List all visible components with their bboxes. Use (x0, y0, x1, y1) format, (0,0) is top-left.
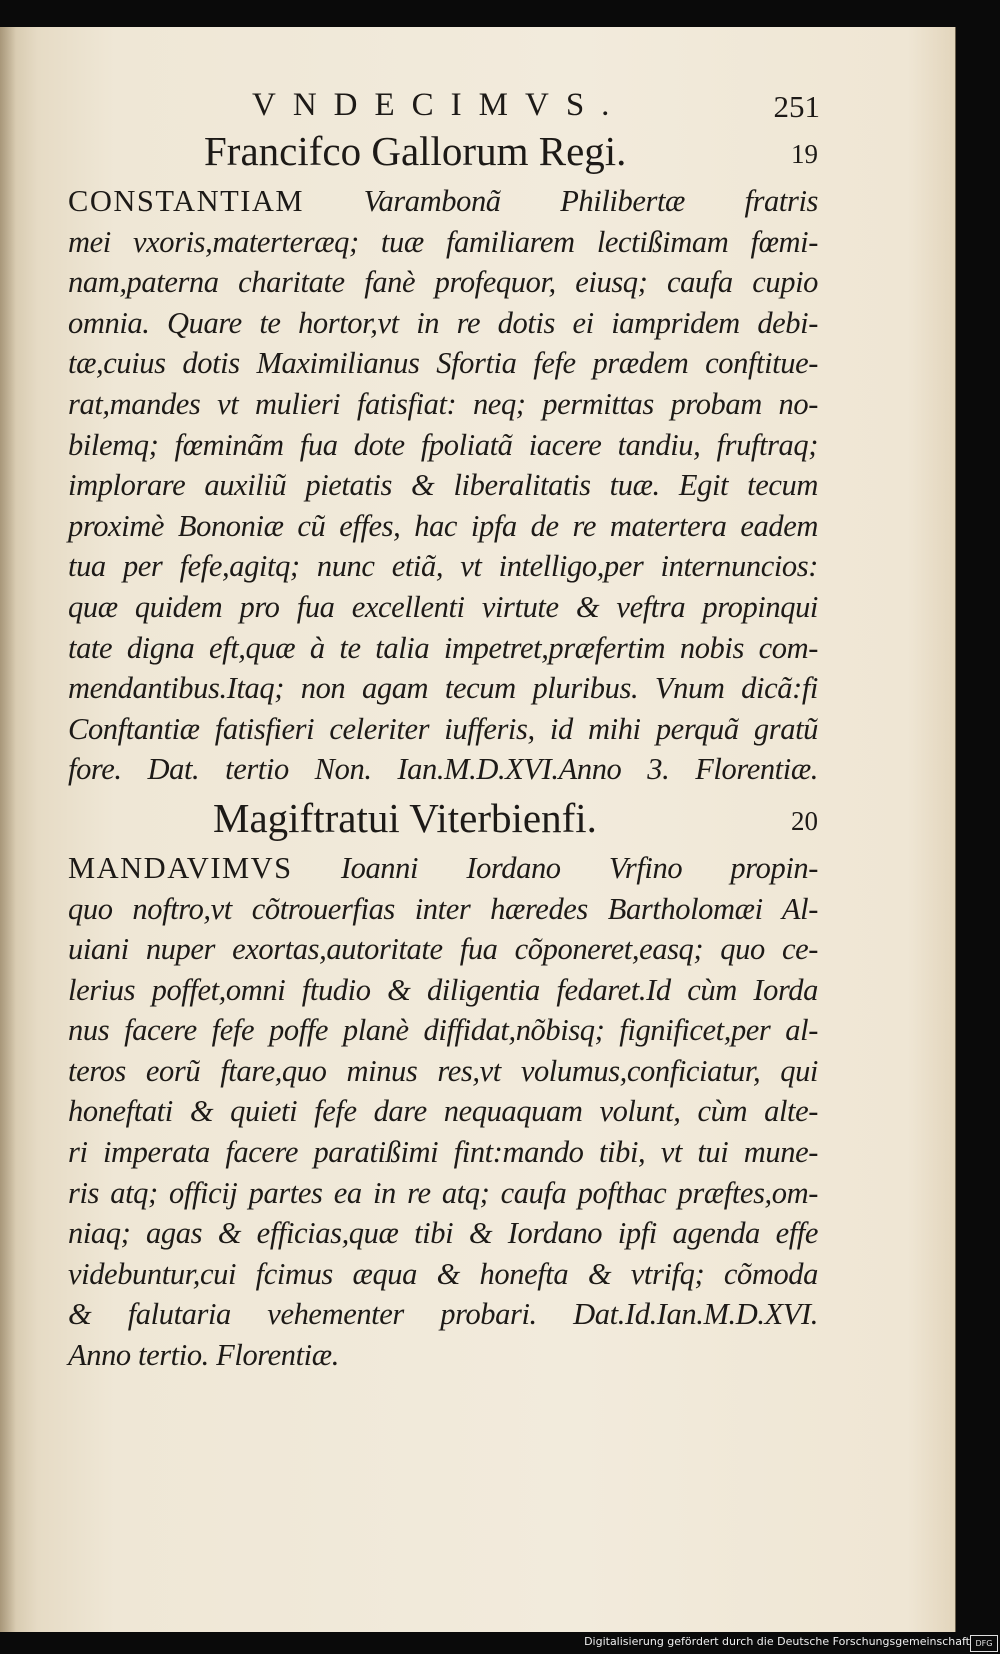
letter-2-opening-word: MANDAVIMVS (68, 850, 293, 885)
letter-2-line: niaq; agas & efficias,quæ tibi & Iordano ipfi agenda effe (68, 1216, 818, 1251)
letter-2-line: videbuntur,cui fcimus æqua & honefta & vtrifq; cõmoda (68, 1256, 818, 1291)
letter-heading-2 (68, 794, 818, 846)
letter-1-body (68, 181, 818, 790)
letter-2-line: teros eorũ ftare,quo minus res,vt volumus,conficiatur, qui (68, 1053, 818, 1088)
letter-2-line: nus facere fefe poffe planè diffidat,nõbisq; fignificet,per al- (68, 1013, 818, 1048)
letter-heading-2-title: Magiftratui Viterbienfi. (213, 794, 597, 841)
letter-1-line: nam,paterna charitate fanè profequor, eiusq; caufa cupio (68, 265, 818, 300)
footer-credit: Digitalisierung gefördert durch die Deutsche Forschungsgemeinschaft (584, 1635, 970, 1648)
gutter-shadow (0, 27, 16, 1632)
letter-1-line: implorare auxiliũ pietatis & liberalitatis tuæ. Egit tecum (68, 468, 818, 503)
letter-2-line: ri imperata facere paratißimi fint:mando tibi, vt tui mune- (68, 1135, 818, 1170)
letter-1-line: mei vxoris,materteræq; tuæ familiarem lectißimam fœmi- (68, 224, 818, 259)
letter-1-line: rat,mandes vt mulieri fatisfiat: neq; permittas probam no- (68, 386, 818, 421)
letter-1-line: quæ quidem pro fua excellenti virtute & veftra propinqui (68, 589, 818, 624)
letter-heading-1-number: 19 (791, 139, 818, 169)
letter-2-line-text: Ioanni Iordano Vrfino propin- (292, 850, 818, 885)
running-head (68, 87, 818, 127)
letter-1-line: proximè Bononiæ cũ effes, hac ipfa de re matertera eadem (68, 508, 818, 543)
letter-1-line (68, 181, 818, 222)
letter-2-line: & falutaria vehementer probari. Dat.Id.Ian.M.D.XVI. (68, 1297, 818, 1332)
letter-heading-1 (68, 127, 818, 179)
letter-1-line: tæ,cuius dotis Maximilianus Sfortia fefe prædem conftitue- (68, 346, 818, 381)
page-number: 251 (773, 89, 820, 124)
page-text (68, 87, 818, 1376)
letter-heading-2-number: 20 (791, 805, 818, 836)
letter-2-line: ris atq; officij partes ea in re atq; caufa pofthac præftes,om- (68, 1175, 818, 1210)
letter-2-line (68, 848, 818, 889)
letter-2-line: Anno tertio. Florentiæ. (68, 1338, 339, 1373)
letter-1-line-text: Varambonã Philibertæ fratris (304, 184, 818, 218)
letter-2-line: lerius poffet,omni ftudio & diligentia fedaret.Id cùm Iorda (68, 972, 818, 1007)
letter-2-body (68, 848, 818, 1376)
book-page (0, 27, 956, 1632)
letter-1-line: mendantibus.Itaq; non agam tecum pluribus. Vnum dicã:fi (68, 671, 818, 706)
letter-1-line: omnia. Quare te hortor,vt in re dotis ei iampridem debi- (68, 305, 818, 340)
letter-1-line: tate digna eft,quæ à te talia impetret,præfertim nobis com- (68, 630, 818, 665)
running-head-title: VNDECIMVS. (252, 87, 627, 123)
letter-1-line: Conftantiæ fatisfieri celeriter iufferis, id mihi perquã gratũ (68, 711, 818, 746)
letter-heading-1-title: Francifco Gallorum Regi. (204, 128, 627, 174)
letter-1-line: fore. Dat. tertio Non. Ian.M.D.XVI.Anno 3. Florentiæ. (68, 752, 818, 787)
letter-2-line: uiani nuper exortas,autoritate fua cõponeret,easq; quo ce- (68, 932, 818, 967)
digitization-footer (0, 1632, 1000, 1654)
letter-2-line: quo noftro,vt cõtrouerfias inter hæredes Bartholomæi Al- (68, 891, 818, 926)
letter-1-opening-word: CONSTANTIAM (68, 184, 305, 218)
letter-2-line: honeftati & quieti fefe dare nequaquam volunt, cùm alte- (68, 1094, 818, 1129)
letter-1-line: bilemq; fœminãm fua dote fpoliatã iacere tandiu, fruftraq; (68, 427, 818, 462)
dfg-logo: DFG (970, 1635, 998, 1652)
letter-1-line: tua per fefe,agitq; nunc etiã, vt intelligo,per internuncios: (68, 549, 818, 584)
